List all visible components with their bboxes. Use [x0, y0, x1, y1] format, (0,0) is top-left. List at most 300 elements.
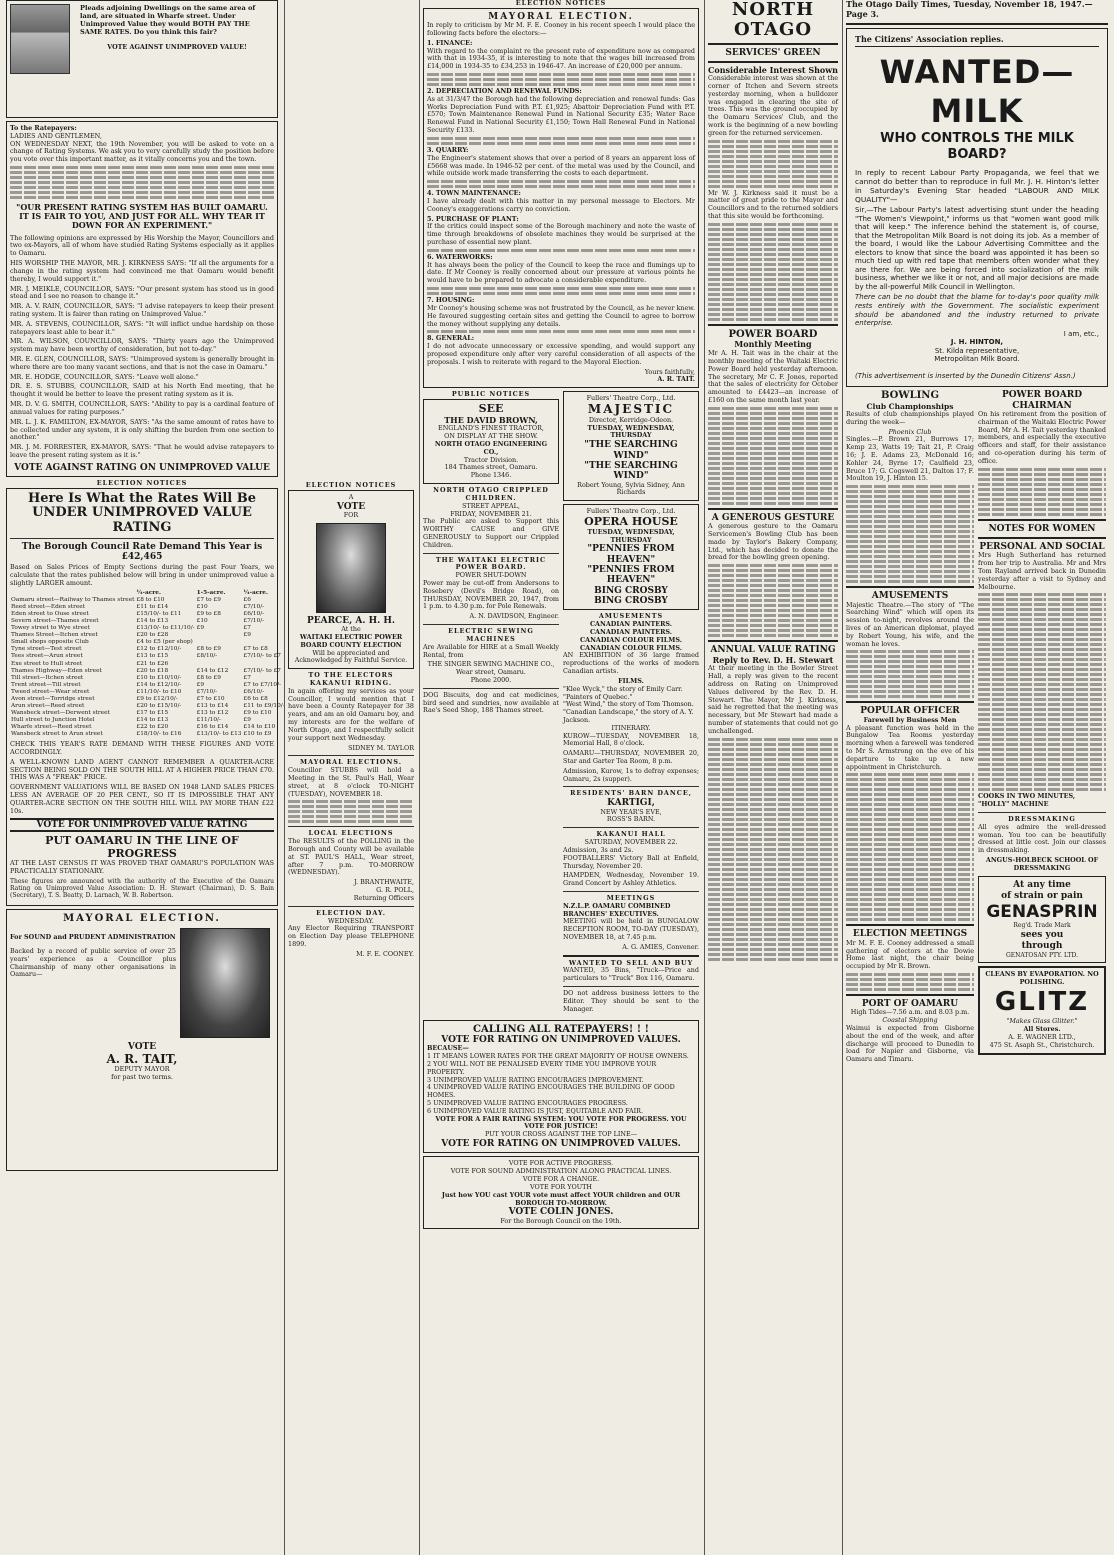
power-sub: POWER SHUT-DOWN: [455, 571, 527, 580]
reply-sections: [427, 40, 695, 367]
kakanui-body: In again offering my services as your Councillor, I would mention that I have been a County Ratepayer for 38 years, and am an old Oamaru boy, and my interests are for the welfare of North Otago, and I respectfully solicit your support next Wednesday.: [288, 686, 414, 742]
gesture-head: A GENEROUS GESTURE: [711, 512, 835, 523]
rates-value: £12 to £12/10/-: [136, 646, 182, 653]
power-body: Power may be cut-off from Andersons to Rosebery (Devil's Bridge Road), on THURSDAY, NOVEMBER 20, 1947, from 1 p.m. to 4.30 p.m. for Pole Renewals.: [423, 579, 559, 611]
rates-row: [10, 703, 286, 710]
reply-section-body: I do not advocate unnecessary or excessive spending, and would support any proposed expenditure only after very careful consideration of all aspects of the proposals. I wish to reiterate with regard to the Mayoral Election.: [427, 342, 695, 366]
rates-value: £17 to £15: [136, 709, 169, 716]
glitz-logo: GLITZ: [994, 986, 1090, 1017]
rates-value: £11 to £9/10/-: [243, 702, 285, 709]
rates-value: £9 to £10: [243, 709, 272, 716]
chair-body: On his retirement from the position of chairman of the Waitaki Electric Power Board, Mr A. H. Tait yesterday thanked members, and especially the executive officers and staff, for their assistance and co-operation during his term of office.: [978, 409, 1106, 465]
rates-street: Till street—Itchen street: [11, 674, 84, 681]
eday-body: Any Elector Requiring TRANSPORT on Election Day please TELEPHONE 1899.: [288, 924, 414, 948]
rates-value: £9: [196, 625, 205, 632]
rates-row: [10, 639, 286, 646]
opinion: MR. J. MEIKLE, COUNCILLOR, SAYS: "Our present system has stood us in good stead and I see no reason to change it.": [10, 284, 274, 301]
reply-sig: Yours faithfully,: [644, 367, 695, 376]
cripple-head: NORTH OTAGO CRIPPLED CHILDREN.: [433, 486, 549, 502]
reply-section-title: 8. GENERAL:: [427, 334, 475, 343]
vote-colin-sub: For the Borough Council on the 19th.: [500, 1216, 622, 1225]
rates-value: £21 to £26: [136, 660, 169, 667]
rates-col-header: ¼-acre.: [243, 589, 268, 596]
cripple-body: The Public are asked to Support this WORTHY CAUSE and GIVE GENEROUSLY to Support our Crippled Children.: [423, 517, 559, 549]
dog-notice: DOG Biscuits, dog and cat medicines, bird seed and sundries, now available at Rae's Seed Shop, 188 Thames street.: [423, 690, 559, 715]
rates-intro: Based on Sales Prices of Empty Sections during the past Four Years, we calculate that the rates published below will bring in under unimproved value a slightly LARGER amount.: [10, 563, 274, 588]
majestic-film: "THE SEARCHING WIND": [584, 460, 678, 482]
nzlp-body: MEETING will be held in BUNGALOW RECEPTION ROOM, TO-DAY (TUESDAY), NOVEMBER 18, at 7.45 p.m.: [563, 917, 699, 941]
cripple-sub: STREET APPEAL,: [462, 501, 520, 510]
rates-value: £9 to £8: [196, 611, 221, 618]
exhibition-body: AN EXHIBITION of 36 large framed reproductions of the works of modern Canadian artists.: [563, 651, 699, 676]
kakanui-hall-note: Admission, 3s and 2s.: [563, 845, 634, 854]
pearce-portrait: [316, 523, 386, 613]
reply-section-body: With regard to the complaint re the present rate of expenditure now as compared with that in 1934-35, it is interesting to note that the wages bill increased from £14,000 in 1934-35 to £34,253 in 1946-47. An increase of £20,000 per annum.: [427, 46, 695, 71]
barn-place: KARTIGI,: [607, 798, 655, 809]
tractor-1: THE DAVID BROWN,: [444, 414, 538, 425]
kakanui-notice: [288, 672, 414, 752]
rates-value: £7/10/-: [243, 618, 265, 625]
barn-head: RESIDENTS' BARN DANCE,: [570, 789, 692, 798]
rates-row: [10, 710, 286, 717]
mayoral-tait-ad: [6, 909, 278, 1171]
vote-list-item: VOTE FOR SOUND ADMINISTRATION ALONG PRACTICAL LINES.: [450, 1167, 672, 1176]
rates-col-header: ¼-acre.: [136, 589, 161, 596]
col5-right: [978, 390, 1106, 1066]
column-5: [842, 0, 1108, 1555]
glitz-tag: "Makes Glass Glitter.": [1006, 1017, 1078, 1026]
milk-sig: J. H. HINTON,: [950, 338, 1004, 347]
rates-value: [243, 661, 286, 668]
opinion: MR. J. M. FORRESTER, EX-MAYOR, SAYS: "That he would advise ratepayers to leave the present rating system as it is.": [10, 443, 274, 459]
majestic-stars: Robert Young, Sylvia Sidney, Ann Richards: [577, 480, 685, 497]
rates-value: [196, 632, 243, 639]
green-body: Considerable interest was shown at the corner of Itchen and Severn streets yesterday morning, when a bulldozer was engaged in clearing the site of trees. This was the ground occupied by the Oamaru Services' Club, and the work is the beginning of a new bowling green for the returned servicemen.: [708, 74, 838, 137]
rates-value: £20 to £15/10/-: [136, 702, 182, 709]
rates-col-header: 1-5-acre.: [196, 589, 226, 596]
genasprin-ad: [978, 876, 1106, 963]
milk-letter-2: There can be no doubt that the blame for to-day's poor quality milk rests entirely with the Government. The socialistic experiment should be abandoned and the industry returned to private enterprise.: [855, 293, 1099, 328]
reply-section-title: 5. PURCHASE OF PLANT:: [427, 214, 519, 223]
genasprin-tag: Reg'd. Trade Mark: [1013, 922, 1071, 930]
rates-row: [10, 717, 286, 724]
rates-value: £6: [243, 596, 251, 603]
majestic-days: TUESDAY, WEDNESDAY, THURSDAY: [587, 423, 675, 440]
theatres: [563, 391, 699, 1015]
meetings-head: MEETINGS: [606, 893, 656, 902]
rates-value: £22 to £20: [136, 724, 169, 731]
ad-rating-against: [6, 0, 278, 118]
majestic-film: "THE SEARCHING WIND": [584, 440, 678, 461]
local-sig: J. BRANTHWAITE,: [353, 878, 414, 887]
genasprin-agents: GENATOSAN PTY. LTD.: [1006, 951, 1078, 959]
progress-head: PUT OAMARU IN THE LINE OF PROGRESS: [45, 833, 239, 860]
rates-value: £18/10/- to £16: [136, 731, 182, 738]
who-controls: WHO CONTROLS THE MILK BOARD?: [880, 131, 1074, 163]
barn-date: NEW YEAR'S EVE,: [600, 807, 662, 816]
itinerary-head: ITINERARY.: [611, 723, 651, 732]
local-head: LOCAL ELECTIONS: [308, 829, 394, 838]
rates-row: [10, 689, 286, 696]
calling-vote: VOTE FOR RATING ON UNIMPROVED VALUES.: [441, 1035, 681, 1045]
rates-street: Small shops opposite Club: [11, 639, 89, 646]
strain-2: of strain or pain: [1001, 890, 1083, 901]
annual-head: ANNUAL VALUE RATING: [710, 645, 836, 656]
calling-head: CALLING ALL RATEPAYERS! ! !: [473, 1023, 649, 1035]
rates-value: £7 to £8: [243, 646, 268, 653]
personal-body: Mrs Hugh Sutherland has returned from her trip to Australia. Mr and Mrs Tom Rayland arrived back in Dunedin yesterday after a visit to Sydney and Melbourne.: [978, 551, 1106, 591]
eday-sig: M. F. E. COONEY.: [356, 949, 414, 958]
bowling-club: Phoenix Club: [888, 427, 932, 436]
vote-label: VOTE: [336, 501, 366, 512]
rates-value: £16 to £14: [196, 724, 229, 731]
opinion: MR. E. HODGE, COUNCILLOR, SAYS: "Leave well alone.": [10, 372, 199, 381]
rates-value: £7 to £7/10/-: [243, 681, 281, 688]
mayoral-name: A. R. TAIT,: [106, 1051, 178, 1066]
rates-street: Wansbeck street to Arun street: [11, 731, 103, 738]
reply-sig: A. R. TAIT.: [657, 375, 695, 384]
rates-value: £14 to £12: [196, 667, 229, 674]
opinion: MR. E. GLEN, COUNCILLOR, SAYS: "Unimproved system is generally brought in where there are too many vacant sections, and that is not the case in Oamaru.": [10, 355, 274, 371]
tractor-phone: Phone 1346.: [470, 471, 512, 480]
rates-value: £20 to £18: [136, 667, 169, 674]
fullers-label: Fullers' Theatre Corp., Ltd.: [586, 507, 676, 516]
rates-row: [10, 611, 286, 618]
tractor-2: ENGLAND'S FINEST TRACTOR,: [438, 424, 544, 433]
barn-host: ROSS'S BARN.: [606, 815, 656, 824]
port-tide: High Tides—7.56 a.m. and 8.03 p.m.: [850, 1008, 970, 1017]
sewing-notice: [423, 628, 559, 685]
rates-value: £4 to £5 (per shop): [136, 639, 193, 646]
port-body: Waimui is expected from Gisborne about the end of the week, and after discharge will proceed to Dunedin to load for Napier and Gisborne, via Oamaru and Timaru.: [846, 1024, 974, 1064]
houses-photo: [10, 4, 70, 74]
tractor-3: ON DISPLAY AT THE SHOW.: [444, 432, 538, 441]
footballers-notice: FOOTBALLERS' Victory Ball at Enfield, Thursday, November 20.: [563, 853, 699, 870]
green-body-2: Mr W. J. Kirkness said it must be a matter of great pride to the Mayor and Councillors and to the returned soldiers that this site would be forthcoming.: [708, 188, 838, 221]
rates-row: [10, 604, 286, 611]
milk-sig: St. Kilda representative,: [934, 346, 1020, 355]
milk-sig: Metropolitan Milk Board.: [934, 355, 1020, 364]
rates-value: £7/10/- to £7: [243, 667, 281, 674]
opera-star: BING CROSBY: [594, 585, 668, 596]
ad-caption: Pleads adjoining Dwellings on the same area of land, are situated in Wharfe street. Under Unimproved Value they would BOTH PAY THE SAME RATES. Do you think this fair?: [80, 4, 256, 37]
mayoral-sound: For SOUND and PRUDENT ADMINISTRATION: [10, 933, 176, 942]
reply-section-title: 6. WATERWORKS:: [427, 252, 493, 261]
reply-intro: In reply to criticism by Mr M. F. E. Cooney in his recent speech I would place the following facts before the electors:—: [427, 21, 695, 37]
quote-main: "OUR PRESENT RATING SYSTEM HAS BUILT OAMARU. IT IS FAIR TO YOU, AND JUST FOR ALL. WHY TEAR IT DOWN FOR AN EXPERIMENT.": [16, 202, 268, 231]
column-2: [284, 0, 414, 1555]
rates-value: £9: [243, 717, 251, 724]
majestic-dir: Director, Kerridge-Odeon.: [588, 415, 674, 424]
opera-days: TUESDAY, WEDNESDAY, THURSDAY: [587, 527, 675, 544]
bowling-head: BOWLING: [881, 390, 939, 402]
annual-sub: Reply to Rev. D. H. Stewart: [712, 654, 834, 665]
public-notices: [423, 391, 559, 1015]
rates-street: Reed street—Eden street: [11, 604, 86, 611]
rates-row: [10, 682, 286, 689]
election-notices-1: ELECTION NOTICES: [96, 479, 188, 488]
rates-street: Avon street—Torridge street: [11, 695, 95, 702]
green-head: Considerable Interest Shown: [708, 64, 838, 75]
calling-ratepayers-ad: [423, 1020, 699, 1154]
rates-value: £14 to £10: [243, 724, 276, 731]
itinerary-kurow: KUROW—TUESDAY, NOVEMBER 18, Memorial Hall, 8 o'clock.: [563, 731, 699, 748]
stubbs-body: Councillor STUBBS will hold a Meeting in the St. Paul's Hall, Wear street, at 8 o'clock TO-NIGHT (TUESDAY), NOVEMBER 18.: [288, 766, 414, 798]
films-head: FILMS.: [618, 676, 644, 685]
tractor-4: NORTH OTAGO ENGINEERING CO.,: [434, 440, 548, 456]
rates-street: Tyne street—Test street: [11, 646, 82, 653]
rates-value: £7/10/-: [243, 604, 265, 611]
rates-street: Eden street to Ouse street: [11, 611, 89, 618]
sees-1: sees you: [1020, 929, 1064, 940]
opinions-intro: The following opinions are expressed by His Worship the Mayor, Councillors and two ex-Mayors, all of whom have studied Rating Systems especially as it applies to Oamaru.: [10, 233, 274, 258]
stubbs-notice: [288, 759, 414, 823]
reply-section-title: 3. QUARRY:: [427, 145, 469, 154]
film-item: "Canadian Landscape," the story of A. Y. Jackson.: [563, 708, 694, 724]
itinerary-admission: Admission, Kurow, 1s to defray expenses; Oamaru, 2s (supper).: [563, 766, 699, 783]
reason-item: 5 UNIMPROVED VALUE RATING ENCOURAGES PROGRESS.: [427, 1099, 628, 1108]
ratepayers-heading: To the Ratepayers:: [10, 124, 77, 132]
bowling-results: Singles.—P. Brown 21, Burrows 17; Kemp 23, Watts 19; Tait 21, P. Craig 16; J. E. Adams 23, McDonald 16; Kohler 24, Byrne 17; Caulfield 23, Bruce 17; G. Cogswell 21, Dalton 17; F. Moulton 19, J. Hinton 15.: [846, 435, 974, 483]
column-1: [6, 0, 285, 1555]
vote-list-item: VOTE FOR ACTIVE PROGRESS.: [508, 1159, 614, 1168]
opera-title: OPERA HOUSE: [584, 515, 678, 529]
rates-value: £9: [196, 681, 205, 688]
opinion: MR. D. V. G. SMITH, COUNCILLOR, SAYS: "Ability to pay is a cardinal feature of annual values for rating purposes.": [10, 400, 274, 416]
election-day-notice: [288, 910, 414, 959]
valuations-note: GOVERNMENT VALUATIONS WILL BE BASED ON 1948 LAND SALES PRICES LESS AN AVERAGE OF 20 PER CENT., SO IT IS IMPOSSIBLE THAT ANY QUARTER-ACRE SECTION ON THE SOUTH HILL WILL PAY MORE THAN £22 10s.: [10, 783, 274, 815]
barn-dance: [563, 790, 699, 824]
popular-head: POPULAR OFFICER: [860, 706, 960, 717]
rates-street: Hull street to Junction Hotel: [11, 717, 95, 724]
glitz-ad: [978, 966, 1106, 1055]
column-3: [419, 0, 699, 1555]
mayoral-vote: VOTE: [127, 1042, 157, 1053]
pearce-ad: [288, 490, 414, 669]
rates-street: Tees street—Arun street: [11, 653, 83, 660]
vote-against-uv: VOTE AGAINST RATING ON UNIMPROVED VALUE: [14, 462, 270, 473]
vote-fair: VOTE FOR A FAIR RATING SYSTEM: YOU VOTE FOR PROGRESS. YOU VOTE FOR JUSTICE!: [435, 1114, 687, 1131]
tractor-ad: [423, 399, 559, 484]
port-shipping: Coastal Shipping: [882, 1016, 938, 1025]
just-how: Just how YOU cast YOUR vote must affect YOUR children and OUR BOROUGH TO-MORROW.: [441, 1190, 681, 1207]
film-item: "Klee Wyck," the story of Emily Carr.: [563, 684, 683, 693]
amuse-body: Majestic Theatre.—The story of "The Searching Wind" which will open its session to-night, revolves around the lives of an American diplomat, played by Robert Young, his wife, and the woman he loves.: [846, 600, 974, 648]
milk-sig: I am, etc.,: [1063, 329, 1099, 338]
rates-value: £11/10/-: [196, 717, 221, 724]
election-notices-2: ELECTION NOTICES: [305, 481, 397, 489]
calling-vote-2: VOTE FOR RATING ON UNIMPROVED VALUES.: [441, 1139, 681, 1150]
tractor-5: Tractor Division.: [463, 455, 519, 464]
rates-value: £14 to £13: [136, 618, 169, 625]
canadian-line: CANADIAN PAINTERS.: [589, 620, 673, 629]
opera-ad: [563, 504, 699, 610]
opinion: MR. A. STEVENS, COUNCILLOR, SAYS: "It will inflict undue hardship on those ratepayers least able to bear it.": [10, 319, 274, 336]
rates-table: [10, 590, 286, 738]
rates-value: £13 to £15: [136, 653, 169, 660]
rates-row: [10, 661, 286, 668]
rates-footnote: CHECK THIS YEAR'S RATE DEMAND WITH THESE FIGURES AND VOTE ACCORDINGLY.: [10, 740, 274, 757]
tait-reply-ad: [423, 8, 699, 388]
rates-row: [10, 597, 286, 604]
reply-section-title: 4. TOWN MAINTENANCE:: [427, 189, 521, 198]
quarter-acre-note: A WELL-KNOWN LAND AGENT CANNOT REMEMBER A QUARTER-ACRE SECTION BEING SOLD ON THE SOUTH HILL AT A HIGHER PRICE THAN £70. THIS WAS A "FREAK" PRICE.: [10, 757, 274, 782]
eday-head: ELECTION DAY.: [316, 908, 386, 917]
rates-value: £14 to £13: [136, 717, 169, 724]
majestic-ad: [563, 391, 699, 501]
fullers-label: Fullers' Theatre Corp., Ltd.: [586, 394, 676, 403]
candidate-name: PEARCE, A. H. H.: [306, 615, 396, 626]
north-otago-masthead: NORTH OTAGO: [731, 0, 815, 40]
rates-value: £11/10/- to £10: [136, 688, 182, 695]
canadian-ad: [563, 621, 699, 783]
rates-street: Severn street—Thames street: [11, 618, 99, 625]
mayoral-head: MAYORAL ELECTION.: [63, 912, 221, 924]
sewing-body: Are Available for HIRE at a Small Weekly Rental, from: [423, 642, 559, 659]
rates-value: £8/10/-: [196, 653, 218, 660]
stubbs-head: MAYORAL ELECTIONS.: [300, 758, 402, 767]
kakanui-head: TO THE ELECTORS KAKANUI RIDING.: [308, 671, 394, 687]
majestic-title: MAJESTIC: [587, 402, 675, 417]
rates-value: £13 to £14: [196, 702, 229, 709]
itinerary-oamaru: OAMARU—THURSDAY, NOVEMBER 20, Star and Garter Tea Room, 8 p.m.: [563, 749, 699, 766]
services-green-head: SERVICES' GREEN: [725, 47, 821, 58]
wanted-head: WANTED TO SELL AND BUY: [568, 958, 694, 967]
rates-table-ad: [6, 488, 285, 906]
candidate-note: Will be appreciated and Acknowledged by Faithful Service.: [294, 648, 408, 665]
ad-vote: VOTE AGAINST UNIMPROVED VALUE!: [107, 43, 247, 52]
mayoral-role: DEPUTY MAYOR: [114, 1065, 170, 1074]
vote-a: A: [348, 492, 354, 501]
rates-value: £10: [196, 618, 208, 625]
milk-board-ad: [846, 28, 1108, 388]
chair-head: POWER BOARD CHAIRMAN: [1001, 390, 1083, 411]
power-board-sub: Monthly Meeting: [734, 339, 812, 350]
mayoral-backed: Backed by a record of public service of over 25 years' experience as a Councillor plus Chairmanship of many other organisations in Oamaru—: [10, 947, 176, 979]
port-head: PORT OF OAMARU: [861, 999, 959, 1010]
rates-headline: Here Is What the Rates Will Be UNDER UNIMPROVED VALUE RATING: [27, 490, 256, 535]
rates-row: [10, 618, 286, 625]
reason-item: 1 IT MEANS LOWER RATES FOR THE GREAT MAJORITY OF HOUSE OWNERS.: [427, 1052, 689, 1061]
strain-1: At any time: [1013, 879, 1071, 890]
rates-row: [10, 625, 286, 632]
personal-head: PERSONAL AND SOCIAL: [979, 541, 1105, 552]
rates-value: £7/10/- to £7: [243, 653, 281, 660]
colin-jones-ad: [423, 1156, 699, 1229]
rates-row: [10, 675, 286, 682]
rates-value: [196, 639, 243, 646]
rates-value: £20 to £28: [136, 632, 169, 639]
rates-row: [10, 731, 286, 738]
kakanui-hall-head: KAKANUI HALL: [596, 830, 666, 839]
rates-street: Towey street to Wye street: [11, 625, 90, 632]
local-sig: Returning Officers: [353, 893, 414, 902]
rates-value: £13/10/- to £13: [196, 731, 242, 738]
reason-item: 2 YOU WILL NOT BE PENALISED EVERY TIME YOU IMPROVE YOUR PROPERTY.: [427, 1059, 657, 1076]
rates-value: £7 to £9: [196, 596, 221, 603]
rates-value: £9: [243, 632, 251, 639]
power-board-body: Mr A. H. Tait was in the chair at the monthly meeting of the Waitaki Electric Power Board held yesterday afternoon. The secretary, Mr C. F. Jones, reported that the sales of electricity for October amounted to £4423—an increase of £160 on the same month last year.: [708, 349, 838, 404]
election-notices-3: ELECTION NOTICES: [515, 0, 607, 7]
local-body: The RESULTS of the POLLING in the Borough and County will be available at ST. PAUL'S HALL, Wear street, after 7 p.m. TO-MORROW (WEDNESDAY).: [288, 837, 414, 877]
rates-street: Tweed street—Wear street: [11, 688, 90, 695]
vote-list-item: VOTE FOR A CHANGE.: [522, 1175, 600, 1184]
kakanui-hall: [563, 831, 699, 888]
rates-row: [10, 646, 286, 653]
wanted-body: WANTED, 35 Bins, "Truck—Price and particulars to "Truck" Box 116, Oamaru.: [563, 966, 699, 983]
opinions-list: [10, 260, 274, 460]
rates-value: £6/10/-: [243, 688, 265, 695]
milk-letter-1: Sir,—The Labour Party's latest advertising stunt under the heading "The Women's Viewpoint," informs us that "women want good milk that will keep." The inference behind the statement is, of course, that the Metropolitan Milk Board is not doing its job. As a member of the board, I would like the Labour Advertising Committee and the electors to know that since the board was appointed it has been so much tied up with red tape that members often wonder what they are there for. We are being forced into socialization of the milk business, whether we like it or not, and all major decisions are made by the all-powerful Milk Council in Wellington.: [855, 206, 1099, 291]
rates-value: £14 to £12/10/-: [136, 681, 182, 688]
rates-row: [10, 724, 286, 731]
glitz-top: CLEANS BY EVAPORATION. NO POLISHING.: [985, 969, 1099, 986]
cross-line: PUT YOUR CROSS AGAINST THE TOP LINE—: [484, 1130, 638, 1139]
power-sig: A. N. DAVIDSON, Engineer.: [469, 612, 559, 621]
vote-for-uv: VOTE FOR UNIMPROVED VALUE RATING: [10, 818, 274, 832]
dress-body: All eyes admire the well-dressed woman. You too can be beautifully dressed at little cost. Join our classes in dressmaking.: [978, 822, 1106, 855]
reply-section-body: As at 31/3/47 the Borough had the following depreciation and renewal funds: Gas Works Depreciation Fund with P.T. £1,925; Abattoir Depreciation Fund with P.T. £570; Town Maintenance Renewal Fund in National Security £35; Water Race Renewal Fund in National Security £1,150; Town Hall Renewal Fund in National Security £133.: [427, 94, 695, 135]
meet-head: ELECTION MEETINGS: [852, 929, 968, 940]
rates-street: Oamaru street—Railway to Thames street: [11, 596, 135, 603]
tractor-addr: 184 Thames street, Oamaru.: [444, 463, 538, 472]
rates-value: [243, 639, 286, 646]
gesture-body: A generous gesture to the Oamaru Servicemen's Bowling Club has been made by Taylor's Bakery Company, Ltd., which has decided to donate the bread for the bowling green opening.: [708, 522, 838, 562]
rates-street: Trent street—Till street: [11, 681, 81, 688]
progress-figures: These figures are announced with the authority of the Executive of the Oamaru Rating on Unimproved Value Association: D. H. Stewart (Chairman), D. S. Bain (Secretary), T. S. Beatty, D. Larnach, W. B. Robertson.: [10, 877, 274, 900]
power-notice: [423, 557, 559, 622]
rates-value: £8 to £10: [136, 596, 165, 603]
canadian-line: CANADIAN COLOUR FILMS.: [580, 643, 682, 652]
bowling-sub: Club Championships: [866, 401, 954, 411]
reason-item: 4 UNIMPROVED VALUE RATING ENCOURAGES THE BUILDING OF GOOD HOMES.: [427, 1083, 675, 1100]
film-item: "Painters of Quebec.": [563, 692, 633, 701]
film-item: "West Wind," the story of Tom Thomson.: [563, 700, 694, 709]
rates-value: £11 to £14: [136, 604, 169, 611]
opinion: MR. L. J. K. FAMILTON, EX-MAYOR, SAYS: "As the same amount of rates have to be collected under any system, it is only shifting the burden from one section to another.": [10, 417, 274, 442]
rates-subhead: The Borough Council Rate Demand This Year is £42,465: [21, 541, 263, 563]
rates-value: £10 to £10/10/-: [136, 674, 182, 681]
nzlp-sig: A. G. AMIES, Convener.: [622, 942, 699, 951]
eday-day: WEDNESDAY.: [328, 916, 374, 925]
rates-row: [10, 668, 286, 675]
local-elections-notice: [288, 830, 414, 902]
sewing-co: THE SINGER SEWING MACHINE CO., Wear street, Oamaru.: [427, 660, 555, 677]
milk-intro: In reply to recent Labour Party Propaganda, we feel that we cannot do better than to reproduce in full Mr. J. H. Hinton's letter in Saturday's Evening Star headed "LABOUR AND MILK QUALITY"—: [855, 168, 1099, 205]
women-head: NOTES FOR WOMEN: [988, 523, 1096, 534]
opera-star: BING CROSBY: [594, 596, 668, 607]
rates-street: Thames Street—Itchen street: [11, 632, 98, 639]
opera-film: "PENNIES FROM HEAVEN": [587, 565, 675, 586]
rates-value: £8 to £9: [196, 646, 221, 653]
popular-sub: Farewell by Business Men: [863, 715, 957, 724]
amusements-head: AMUSEMENTS: [598, 612, 664, 621]
reply-section-body: If the critics could inspect some of the Borough machinery and note the waste of time through breakdowns of obsolete machines they would be surprised at the purchase of essential new plant.: [427, 222, 695, 247]
rates-value: £7/10/-: [196, 688, 218, 695]
milk-insert: (This advertisement is inserted by the Dunedin Citizens' Assn.): [855, 371, 1076, 380]
glitz-addr: 475 St. Asaph St., Christchurch.: [989, 1040, 1095, 1049]
rates-value: £6 to £8: [243, 695, 268, 702]
power-board-head: POWER BOARD: [728, 328, 818, 340]
power-head: THE WAITAKI ELECTRIC POWER BOARD.: [435, 555, 547, 572]
rates-street: Exe street to Hull street: [11, 660, 83, 667]
reply-section-body: I have already dealt with this matter in my personal message to Electors. Mr Cooney's exaggerations carry no conviction.: [427, 196, 695, 213]
glitz-stores: All Stores.: [1023, 1025, 1061, 1034]
rates-street: Wansbeck street—Derwent street: [11, 709, 110, 716]
local-sig: G. R. POLL,: [376, 886, 414, 895]
rates-value: £8 to £9: [196, 674, 221, 681]
progress-body: AT THE LAST CENSUS IT WAS PROVED THAT OAMARU'S POPULATION WAS PRACTICALLY STATIONARY.: [10, 859, 274, 875]
